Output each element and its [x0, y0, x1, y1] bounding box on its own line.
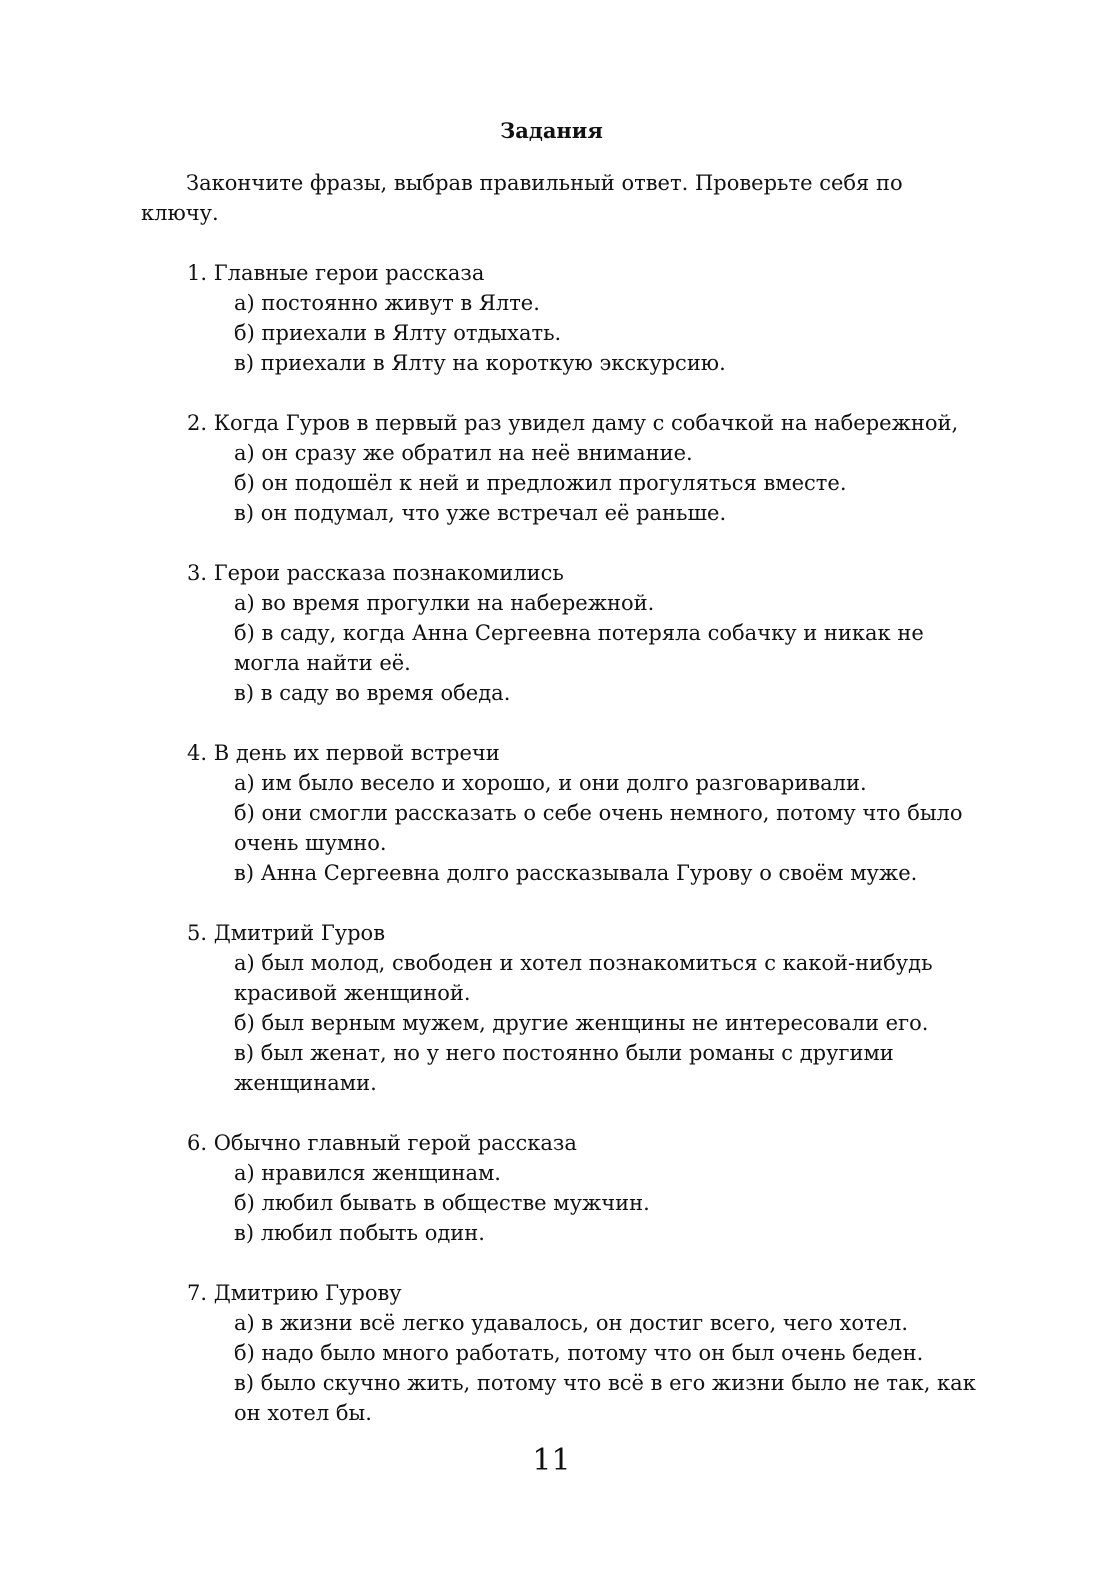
page-title: Задания: [500, 118, 603, 143]
options-list: [187, 948, 977, 1098]
question-item: [187, 558, 977, 708]
option-b: б) был верным мужем, другие женщины не интересовали его.: [234, 1011, 929, 1035]
question-item: [187, 1128, 977, 1248]
option-c: в) был женат, но у него постоянно были романы с другими женщинами.: [234, 1041, 894, 1095]
option-a: а) в жизни всё легко удавалось, он достиг всего, чего хотел.: [234, 1311, 909, 1335]
option-c: в) было скучно жить, потому что всё в его жизни было не так, как он хотел бы.: [234, 1371, 976, 1425]
question-text: 6. Обычно главный герой рассказа: [187, 1131, 577, 1155]
question-text: 7. Дмитрию Гурову: [187, 1281, 402, 1305]
option-c: в) в саду во время обеда.: [234, 681, 511, 705]
option-c: в) он подумал, что уже встречал её раньше.: [234, 501, 727, 525]
question-text: 1. Главные герои рассказа: [187, 261, 485, 285]
option-a: а) был молод, свободен и хотел познакомиться с какой-нибудь красивой женщиной.: [234, 951, 933, 1005]
question-item: [187, 408, 977, 528]
question-text: 4. В день их первой встречи: [187, 741, 500, 765]
option-c: в) Анна Сергеевна долго рассказывала Гурову о своём муже.: [234, 861, 918, 885]
question-item: [187, 1278, 977, 1428]
options-list: [187, 588, 977, 708]
option-a: а) нравился женщинам.: [234, 1161, 501, 1185]
question-text: 5. Дмитрий Гуров: [187, 921, 386, 945]
question-item: [187, 738, 977, 888]
option-a: а) им было весело и хорошо, и они долго разговаривали.: [234, 771, 867, 795]
option-c: в) любил побыть один.: [234, 1221, 485, 1245]
option-a: а) он сразу же обратил на неё внимание.: [234, 441, 693, 465]
option-a: а) во время прогулки на набережной.: [234, 591, 655, 615]
options-list: [187, 768, 977, 888]
option-b: б) надо было много работать, потому что он был очень беден.: [234, 1341, 924, 1365]
option-b: б) любил бывать в обществе мужчин.: [234, 1191, 650, 1215]
options-list: [187, 288, 977, 378]
option-b: б) в саду, когда Анна Сергеевна потеряла собачку и никак не могла найти её.: [234, 621, 924, 675]
options-list: [187, 1308, 977, 1428]
option-b: б) они смогли рассказать о себе очень немного, потому что было очень шумно.: [234, 801, 963, 855]
option-b: б) он подошёл к ней и предложил прогуляться вместе.: [234, 471, 847, 495]
page-number: 11: [532, 1443, 571, 1478]
question-item: [187, 918, 977, 1098]
instruction-text: Закончите фразы, выбрав правильный ответ. Проверьте себя по ключу.: [141, 171, 903, 225]
option-a: а) постоянно живут в Ялте.: [234, 291, 540, 315]
options-list: [187, 1158, 977, 1248]
option-c: в) приехали в Ялту на короткую экскурсию.: [234, 351, 726, 375]
option-b: б) приехали в Ялту отдыхать.: [234, 321, 562, 345]
questions-list: [187, 258, 977, 1458]
question-item: [187, 258, 977, 378]
question-text: 3. Герои рассказа познакомились: [187, 561, 564, 585]
options-list: [187, 438, 977, 528]
question-text: 2. Когда Гуров в первый раз увидел даму с собачкой на набережной,: [187, 411, 959, 435]
